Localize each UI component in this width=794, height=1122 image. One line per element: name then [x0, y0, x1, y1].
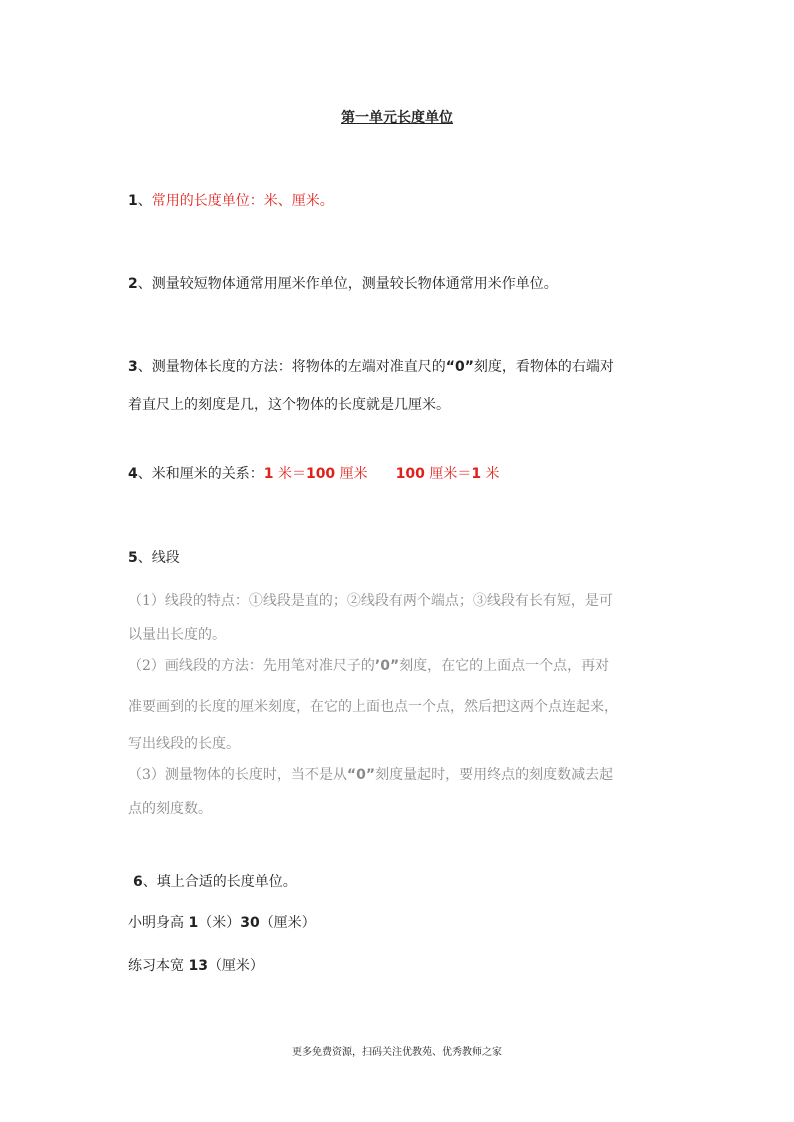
example-2: 练习本宽 13（厘米）: [128, 958, 264, 974]
item-2-number: 2: [128, 276, 138, 292]
item-5-number: 5: [128, 550, 138, 566]
page-title: 第一单元长度单位: [341, 110, 453, 126]
item-3-line-1: 3、测量物体长度的方法：将物体的左端对准直尺的“0”刻度，看物体的右端对: [128, 359, 614, 375]
segment-3-line-1: （3）测量物体的长度时，当不是从“0”刻度量起时，要用终点的刻度数减去起: [128, 767, 614, 783]
segment-2-line-2: 准要画到的长度的厘米刻度，在它的上面也点一个点，然后把这两个点连起来，: [128, 699, 618, 715]
item-4: 4、米和厘米的关系：1 米＝100 厘米 100 厘米＝1 米: [128, 466, 500, 482]
item-2-text: 测量较短物体通常用厘米作单位，测量较长物体通常用米作单位。: [151, 276, 558, 292]
example-1: 小明身高 1（米）30（厘米）: [128, 915, 316, 931]
item-3-number: 3: [128, 359, 138, 375]
item-1-text: 常用的长度单位：米、厘米。: [151, 193, 334, 209]
relation-2: 100 厘米＝1 米: [395, 466, 500, 482]
item-1: 1、常用的长度单位：米、厘米。: [128, 193, 334, 209]
item-2: 2、测量较短物体通常用厘米作单位，测量较长物体通常用米作单位。: [128, 276, 558, 292]
segment-3-line-2: 点的刻度数。: [128, 801, 212, 817]
item-6: 6、填上合适的长度单位。: [133, 874, 297, 890]
item-5: 5、线段: [128, 550, 180, 566]
segment-1-line-2: 以量出长度的。: [128, 627, 226, 643]
segment-1-line-1: （1）线段的特点：①线段是直的；②线段有两个端点；③线段有长有短，是可: [128, 593, 613, 609]
item-1-number: 1: [128, 193, 138, 209]
segment-2-line-1: （2）画线段的方法：先用笔对准尺子的’0”刻度，在它的上面点一个点，再对: [128, 658, 610, 674]
segment-2-line-3: 写出线段的长度。: [128, 736, 240, 752]
item-3-line-2: 着直尺上的刻度是几，这个物体的长度就是几厘米。: [128, 397, 450, 413]
footer-note: 更多免费资源，扫码关注优教苑、优秀教师之家: [292, 1047, 502, 1058]
item-4-number: 4: [128, 466, 138, 482]
item-6-number: 6: [133, 874, 143, 890]
relation-1: 1 米＝100 厘米: [263, 466, 368, 482]
